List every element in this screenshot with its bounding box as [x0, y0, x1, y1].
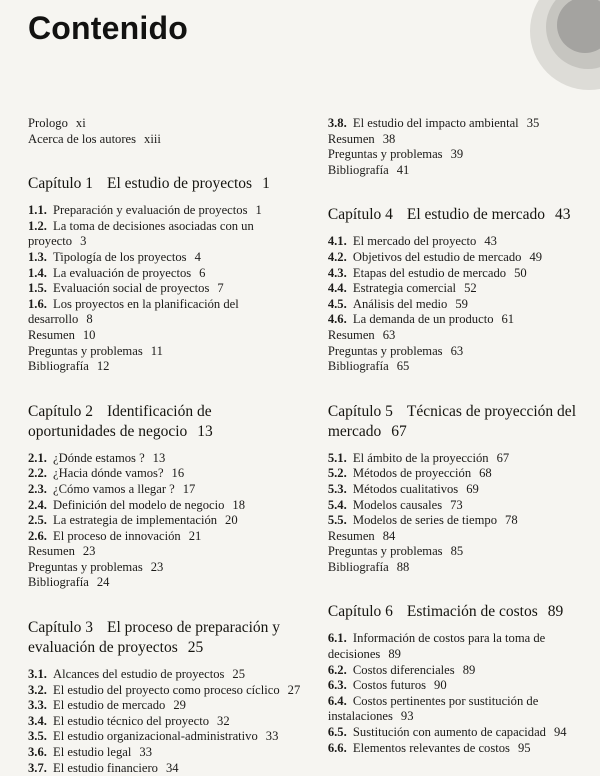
section-number: 3.8.: [327, 116, 350, 130]
page-number: 1: [262, 175, 270, 193]
page-number: 78: [505, 513, 518, 528]
toc-entry: [328, 266, 584, 282]
toc-entry: [328, 328, 584, 344]
page-number: 67: [391, 422, 407, 440]
section-number: 3.7.: [28, 760, 51, 775]
page-number: 23: [150, 559, 164, 574]
section-number: 2.3.: [28, 481, 51, 496]
chapter-title: El estudio de proyectos: [107, 175, 253, 193]
page-number: 13: [197, 422, 213, 440]
toc-entry: [328, 560, 584, 576]
page-number: 67: [496, 450, 510, 465]
chapter-title: El proceso de preparación y evaluación de proyectos: [28, 619, 281, 657]
section-number: 2.4.: [28, 497, 51, 512]
page-number: 8: [86, 312, 93, 327]
chapter-title: El estudio de mercado: [406, 206, 546, 224]
toc-entry: [328, 344, 584, 360]
page-number: 4: [194, 249, 201, 264]
toc-entry: [28, 714, 302, 730]
entry-title: Preguntas y problemas: [327, 544, 443, 559]
section-number: 5.5.: [327, 513, 350, 528]
page-number: 16: [171, 466, 185, 481]
entry-title: El estudio técnico del proyecto: [53, 713, 210, 728]
page-number: 25: [232, 667, 245, 682]
entry-title: Preguntas y problemas: [327, 147, 443, 162]
toc-entry: [28, 560, 302, 576]
chapter-number: Capítulo 5: [327, 402, 393, 420]
page-number: 61: [501, 312, 515, 327]
toc-entry: [28, 513, 302, 529]
section-number: 1.4.: [28, 265, 51, 280]
page-number: 13: [152, 450, 166, 465]
page-number: 11: [150, 343, 163, 358]
entry-title: El estudio del impacto ambiental: [352, 116, 519, 130]
page-number: 84: [382, 528, 396, 543]
toc-entry: [328, 451, 584, 467]
entry-title: Estrategia comercial: [352, 281, 457, 296]
page-number: 10: [82, 327, 96, 342]
section-number: 5.4.: [327, 497, 350, 512]
section-number: 3.1.: [28, 667, 51, 682]
page-number: 12: [96, 359, 110, 374]
entry-title: Preguntas y problemas: [28, 343, 143, 358]
page-number: 1: [255, 203, 262, 218]
page-number: 41: [396, 162, 410, 177]
entry-title: Información de costos para la toma de decisiones: [327, 631, 546, 662]
entry-title: Bibliografía: [327, 162, 389, 177]
page-number: 18: [232, 497, 246, 512]
chapter-title: Técnicas de proyección del mercado: [327, 402, 576, 440]
page-number: 29: [173, 698, 186, 713]
toc-entry: [328, 250, 584, 266]
chapter-heading: [28, 402, 302, 442]
entry-title: El estudio de mercado: [53, 698, 166, 713]
entry-title: Bibliografía: [28, 359, 89, 374]
page-number: 35: [526, 116, 540, 130]
toc-entry: [328, 359, 584, 375]
chapter-number: Capítulo 1: [28, 175, 94, 193]
chapter-block: [328, 205, 584, 374]
page-number: 94: [553, 725, 567, 740]
entry-title: Tipología de los proyectos: [53, 249, 187, 264]
chapter-title: Identificación de oportunidades de negocio: [28, 402, 212, 440]
entry-title: Análisis del medio: [352, 296, 448, 311]
entry-title: El estudio financiero: [53, 760, 158, 775]
entry-title: El estudio del proyecto como proceso cíclico: [53, 682, 280, 697]
entry-title: El estudio legal: [53, 745, 132, 760]
entry-title: El proceso de innovación: [53, 528, 181, 543]
toc-columns: [28, 116, 584, 776]
entry-title: Modelos de series de tiempo: [352, 513, 498, 528]
entry-title: ¿Hacia dónde vamos?: [53, 466, 164, 481]
chapter-number: Capítulo 3: [28, 619, 94, 637]
section-number: 4.4.: [327, 281, 350, 296]
toc-entry: [328, 498, 584, 514]
entry-title: Modelos causales: [352, 497, 443, 512]
toc-entry: [28, 219, 302, 250]
chapter-heading: [328, 602, 584, 622]
toc-entry: [28, 250, 302, 266]
page-number: 33: [265, 729, 279, 744]
page-number: 65: [396, 359, 410, 374]
page-number: 6: [199, 265, 206, 280]
chapter-title: Estimación de costos: [406, 603, 538, 621]
section-number: 5.1.: [327, 450, 350, 465]
section-number: 3.4.: [28, 713, 51, 728]
entry-title: Bibliografía: [327, 359, 389, 374]
chapter-block: [28, 174, 302, 375]
entry-title: Resumen: [28, 327, 75, 342]
toc-block: [28, 116, 302, 147]
section-number: 1.2.: [28, 218, 51, 233]
toc-entry: [328, 297, 584, 313]
toc-entry: [328, 513, 584, 529]
toc-entry: [28, 544, 302, 560]
page-number: 23: [82, 544, 96, 559]
toc-entry: [28, 266, 302, 282]
section-number: 5.2.: [327, 466, 350, 481]
entry-title: Resumen: [327, 131, 375, 146]
toc-entry: [28, 761, 302, 776]
page-number: 63: [382, 327, 396, 342]
toc-entry: [28, 281, 302, 297]
section-number: 6.2.: [327, 662, 350, 677]
section-number: 6.3.: [327, 678, 350, 693]
toc-entry: [328, 631, 584, 662]
entry-title: Evaluación social de proyectos: [53, 281, 210, 296]
page-number: 34: [165, 760, 179, 775]
page-number: xi: [75, 116, 86, 130]
page-number: 33: [139, 745, 152, 760]
page-number: 21: [188, 528, 202, 543]
toc-entry: [328, 482, 584, 498]
toc-entry: [28, 667, 302, 683]
page-number: 85: [450, 544, 464, 559]
section-number: 1.6.: [28, 296, 51, 311]
section-number: 3.2.: [28, 682, 51, 697]
page-number: 95: [517, 740, 531, 755]
entry-title: Resumen: [327, 528, 375, 543]
toc-entry: [328, 678, 584, 694]
entry-title: Preguntas y problemas: [327, 343, 443, 358]
toc-entry: [28, 116, 302, 132]
entry-title: Métodos de proyección: [352, 466, 472, 481]
chapter-heading: [328, 402, 584, 442]
toc-entry: [328, 466, 584, 482]
toc-entry: [328, 663, 584, 679]
entry-title: Los proyectos en la planificación del desarrollo: [28, 296, 239, 327]
entry-title: Preguntas y problemas: [28, 559, 143, 574]
entry-title: El estudio organizacional-administrativo: [53, 729, 258, 744]
chapter-block: [28, 402, 302, 591]
toc-entry: [328, 163, 584, 179]
entry-title: La estrategia de implementación: [53, 513, 218, 528]
page-number: 49: [529, 249, 543, 264]
page-number: 89: [388, 647, 401, 662]
entry-title: Definición del modelo de negocio: [53, 497, 225, 512]
chapter-number: Capítulo 6: [327, 603, 393, 621]
page-number: 32: [217, 713, 230, 728]
toc-entry: [28, 132, 302, 148]
toc-entry: [328, 281, 584, 297]
toc-entry: [328, 234, 584, 250]
section-number: 1.1.: [28, 203, 51, 218]
toc-entry: [328, 132, 584, 148]
entry-title: Objetivos del estudio de mercado: [352, 249, 522, 264]
toc-entry: [328, 694, 584, 725]
toc-entry: [28, 683, 302, 699]
page-number: 73: [450, 497, 463, 512]
toc-column-left: [28, 116, 302, 776]
section-number: 1.5.: [28, 281, 51, 296]
section-number: 6.6.: [327, 740, 350, 755]
section-number: 3.6.: [28, 745, 51, 760]
section-number: 4.2.: [327, 249, 350, 264]
chapter-block: [328, 602, 584, 756]
section-number: 4.1.: [327, 234, 350, 249]
entry-title: Acerca de los autores: [28, 131, 137, 146]
section-number: 2.6.: [28, 528, 51, 543]
entry-title: Métodos cualitativos: [352, 481, 459, 496]
page-number: 93: [400, 709, 414, 724]
toc-entry: [28, 745, 302, 761]
entry-title: Bibliografía: [28, 575, 89, 590]
page-number: 68: [479, 466, 492, 481]
chapter-block: [28, 618, 302, 776]
page-number: 89: [462, 662, 476, 677]
page-number: 20: [225, 513, 238, 528]
entry-title: Resumen: [327, 327, 375, 342]
chapter-number: Capítulo 2: [28, 402, 94, 420]
toc-entry: [28, 359, 302, 375]
toc-entry: [28, 575, 302, 591]
toc-column-right: [328, 116, 584, 756]
entry-title: ¿Cómo vamos a llegar ?: [53, 481, 175, 496]
toc-entry: [328, 725, 584, 741]
toc-entry: [28, 482, 302, 498]
section-number: 3.5.: [28, 729, 51, 744]
entry-title: Costos futuros: [352, 678, 427, 693]
entry-title: Elementos relevantes de costos: [352, 740, 510, 755]
toc-entry: [328, 741, 584, 757]
entry-title: El mercado del proyecto: [352, 234, 477, 249]
page-number: 38: [382, 131, 396, 146]
chapter-number: Capítulo 4: [327, 206, 393, 224]
page-number: 88: [396, 559, 410, 574]
section-number: 2.1.: [28, 450, 51, 465]
section-number: 6.4.: [327, 693, 350, 708]
page-number: xiii: [144, 131, 161, 146]
entry-title: La demanda de un producto: [352, 312, 494, 327]
section-number: 1.3.: [28, 249, 51, 264]
toc-entry: [28, 451, 302, 467]
page-number: 17: [182, 481, 196, 496]
toc-entry: [28, 297, 302, 328]
section-number: 5.3.: [327, 481, 350, 496]
entry-title: Resumen: [28, 544, 75, 559]
entry-title: Costos diferenciales: [352, 662, 455, 677]
page-number: 39: [450, 147, 464, 162]
section-number: 2.5.: [28, 513, 51, 528]
page-number: 3: [80, 234, 87, 249]
toc-entry: [28, 466, 302, 482]
toc-entry: [328, 312, 584, 328]
chapter-heading: [28, 618, 302, 658]
entry-title: El ámbito de la proyección: [352, 450, 489, 465]
entry-title: Sustitución con aumento de capacidad: [352, 725, 546, 740]
toc-entry: [328, 529, 584, 545]
page-number: 7: [217, 281, 224, 296]
section-number: 4.6.: [327, 312, 350, 327]
toc-entry: [328, 116, 584, 132]
entry-title: Prologo: [28, 116, 68, 130]
chapter-heading: [28, 174, 302, 194]
page-number: 59: [455, 296, 468, 311]
toc-block: [328, 116, 584, 178]
toc-entry: [328, 544, 584, 560]
page-number: 43: [555, 206, 571, 224]
chapter-heading: [328, 205, 584, 225]
page-number: 43: [484, 234, 497, 249]
section-number: 4.3.: [327, 265, 350, 280]
page-number: 50: [514, 265, 527, 280]
page-title: Contenido: [28, 10, 188, 46]
chapter-block: [328, 402, 584, 576]
entry-title: Etapas del estudio de mercado: [352, 265, 507, 280]
section-number: 2.2.: [28, 466, 51, 481]
toc-entry: [28, 203, 302, 219]
toc-entry: [328, 147, 584, 163]
page-number: 63: [450, 343, 464, 358]
entry-title: ¿Dónde estamos ?: [53, 450, 145, 465]
entry-title: Costos pertinentes por sustitución de instalaciones: [327, 693, 539, 724]
page-number: 27: [287, 682, 301, 697]
entry-title: La evaluación de proyectos: [53, 265, 192, 280]
section-number: 4.5.: [327, 296, 350, 311]
entry-title: La toma de decisiones asociadas con un proyecto: [28, 218, 254, 249]
toc-entry: [28, 729, 302, 745]
page-number: 89: [547, 603, 564, 621]
page-number: 24: [96, 575, 110, 590]
toc-entry: [28, 498, 302, 514]
toc-entry: [28, 344, 302, 360]
toc-entry: [28, 529, 302, 545]
entry-title: Alcances del estudio de proyectos: [53, 667, 225, 682]
page-number: 90: [434, 678, 447, 693]
toc-entry: [28, 328, 302, 344]
section-number: 6.5.: [327, 725, 350, 740]
entry-title: Preparación y evaluación de proyectos: [53, 203, 248, 218]
page-number: 52: [464, 281, 477, 296]
section-number: 6.1.: [327, 631, 350, 646]
entry-title: Bibliografía: [327, 559, 389, 574]
page-number: 25: [187, 639, 204, 657]
section-number: 3.3.: [28, 698, 51, 713]
toc-entry: [28, 698, 302, 714]
page-number: 69: [466, 481, 479, 496]
